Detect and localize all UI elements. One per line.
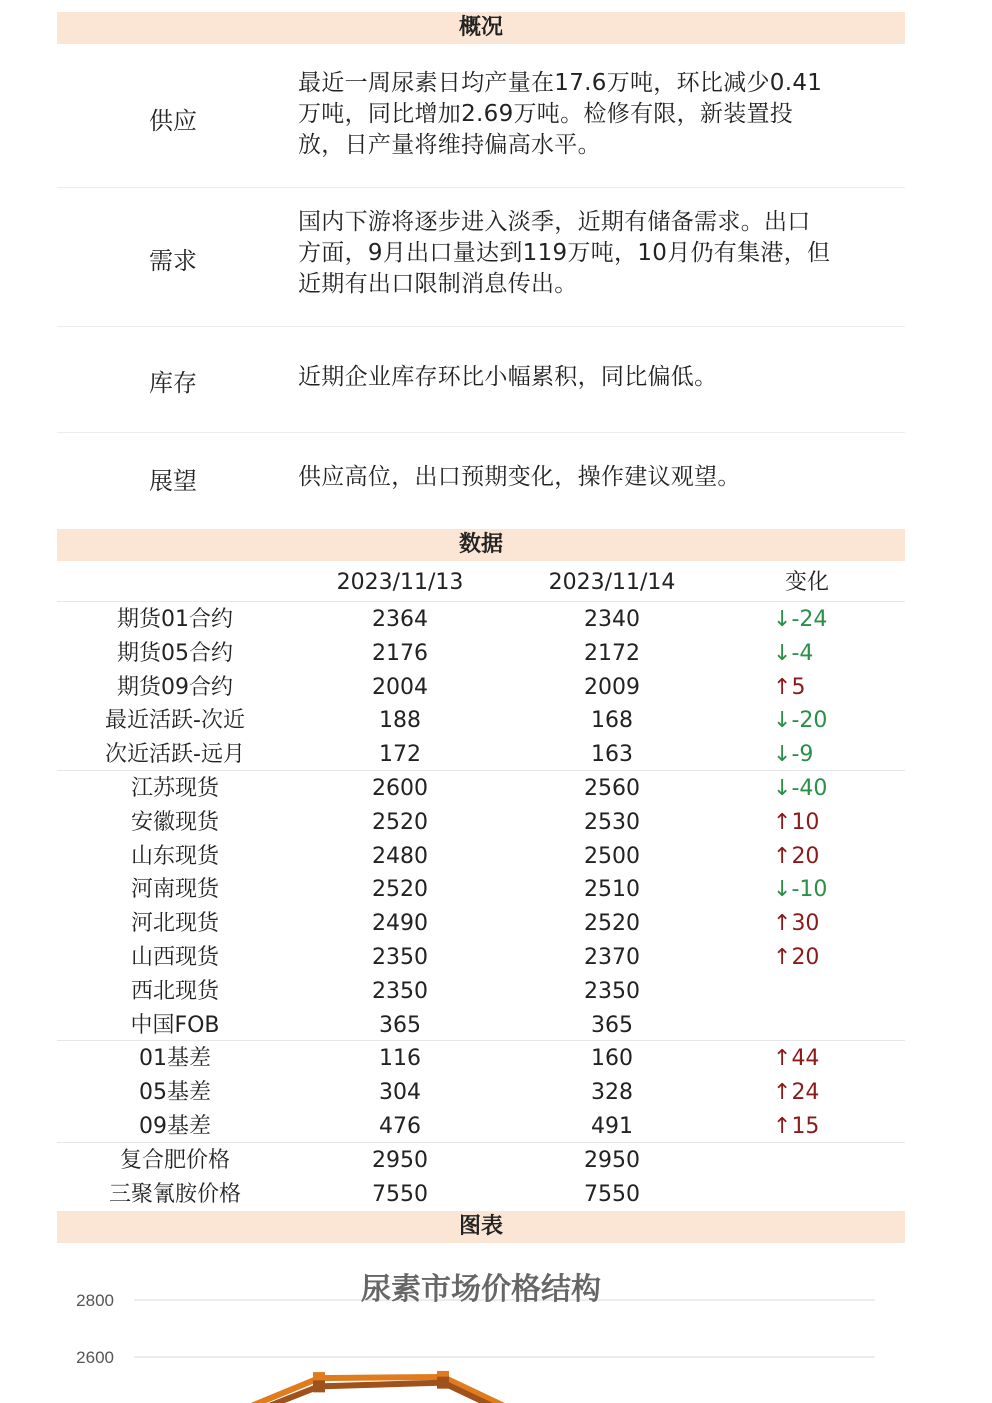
change-value: 15	[791, 1114, 820, 1139]
table-divider	[57, 601, 905, 602]
value-date-1: 2600	[372, 776, 428, 801]
value-date-1: 365	[379, 1012, 421, 1038]
row-label: 山西现货	[130, 945, 219, 970]
arrow-up-icon: ↑	[773, 911, 792, 937]
value-date-1: 304	[379, 1080, 421, 1106]
table-row	[57, 975, 905, 1009]
change-value: -10	[791, 877, 828, 903]
change-value: 20	[791, 843, 820, 869]
value-date-2: 365	[591, 1012, 633, 1038]
overview-text-line: 国内下游将逐步进入淡季，近期有储备需求。出口	[298, 209, 811, 235]
overview-text-line: 供应高位，出口预期变化，操作建议观望。	[298, 464, 741, 490]
overview-row-inventory	[57, 326, 905, 433]
change-cell	[773, 873, 873, 907]
overview-text-line: 近期有出口限制消息传出。	[298, 271, 578, 297]
row-label: 山东现货	[130, 843, 219, 869]
chart-svg	[57, 1245, 905, 1403]
overview-text	[298, 68, 898, 161]
change-cell	[773, 671, 873, 705]
overview-label: 展望	[149, 467, 197, 495]
y-tick-label: 2800	[76, 1291, 114, 1310]
change-value: 5	[791, 674, 806, 700]
overview-text-line: 方面，9月出口量达到119万吨，10月仍有集港，但	[298, 240, 831, 266]
table-row	[57, 941, 905, 975]
value-date-1: 2490	[372, 911, 428, 937]
overview-text-line: 万吨，同比增加2.69万吨。检修有限，新装置投	[298, 101, 794, 127]
value-date-2: 2560	[584, 776, 640, 801]
value-date-2: 2172	[584, 640, 640, 666]
overview-text-line: 最近一周尿素日均产量在17.6万吨，环比减少0.41	[298, 70, 823, 96]
value-date-1: 188	[379, 708, 421, 734]
change-cell	[773, 738, 873, 772]
change-cell	[773, 1042, 873, 1076]
arrow-up-icon: ↑	[773, 809, 792, 835]
table-row	[57, 1076, 905, 1110]
change-cell	[773, 840, 873, 874]
row-label: 河北现货	[130, 911, 219, 937]
overview-label: 需求	[149, 246, 197, 275]
change-cell	[773, 704, 873, 738]
data-column-headers	[57, 566, 905, 600]
row-label: 复合肥价格	[119, 1147, 230, 1173]
table-row	[57, 704, 905, 738]
row-label: 期货01合约	[117, 607, 233, 632]
value-date-1: 476	[379, 1114, 421, 1139]
overview-label: 供应	[149, 106, 197, 135]
overview-row-demand	[57, 187, 905, 327]
overview-label: 库存	[149, 369, 197, 397]
column-date-1: 2023/11/13	[336, 570, 464, 595]
arrow-down-icon: ↓	[773, 776, 792, 801]
value-date-2: 2510	[584, 877, 640, 903]
series-line-1	[227, 1377, 509, 1403]
value-date-2: 2500	[584, 843, 640, 869]
value-date-1: 2480	[372, 843, 428, 869]
row-label: 期货09合约	[117, 674, 233, 700]
table-row	[57, 1110, 905, 1144]
chart-header: 图表	[57, 1211, 905, 1243]
arrow-down-icon: ↓	[773, 607, 792, 632]
arrow-up-icon: ↑	[773, 1114, 792, 1139]
row-label: 河南现货	[130, 877, 219, 903]
table-row	[57, 806, 905, 840]
change-value: 30	[791, 911, 820, 937]
change-cell	[773, 806, 873, 840]
row-label: 期货05合约	[117, 640, 233, 666]
overview-text	[298, 462, 898, 493]
table-row	[57, 840, 905, 874]
change-value: 20	[791, 945, 820, 970]
change-cell	[773, 1110, 873, 1144]
value-date-2: 168	[591, 708, 633, 734]
change-cell	[773, 637, 873, 671]
value-date-1: 2004	[372, 674, 428, 700]
value-date-1: 172	[379, 742, 421, 768]
table-row	[57, 772, 905, 806]
value-date-2: 328	[591, 1080, 633, 1106]
value-date-1: 2520	[372, 809, 428, 835]
change-cell	[773, 1076, 873, 1110]
table-row	[57, 907, 905, 941]
row-label: 安徽现货	[130, 809, 219, 835]
row-label: 江苏现货	[130, 776, 219, 801]
change-value: -40	[791, 776, 828, 801]
row-label: 最近活跃-次近	[105, 708, 245, 734]
value-date-2: 2530	[584, 809, 640, 835]
table-row	[57, 1178, 905, 1212]
value-date-1: 116	[379, 1046, 421, 1072]
value-date-2: 491	[591, 1114, 633, 1139]
row-label: 西北现货	[130, 978, 219, 1004]
value-date-2: 160	[591, 1046, 633, 1072]
row-label: 次近活跃-远月	[105, 742, 245, 768]
change-value: 10	[791, 809, 820, 835]
change-value: 44	[791, 1046, 820, 1072]
value-date-1: 2176	[372, 640, 428, 666]
row-label: 05基差	[139, 1080, 211, 1106]
series-point	[313, 1380, 325, 1392]
arrow-up-icon: ↑	[773, 945, 792, 970]
value-date-2: 163	[591, 742, 633, 768]
arrow-down-icon: ↓	[773, 640, 792, 666]
value-date-2: 2370	[584, 945, 640, 970]
table-row	[57, 1009, 905, 1043]
arrow-down-icon: ↓	[773, 742, 792, 768]
change-value: 24	[791, 1080, 820, 1106]
value-date-2: 2950	[584, 1147, 640, 1173]
overview-row-supply	[57, 46, 905, 188]
overview-text	[298, 362, 898, 393]
change-cell	[773, 603, 873, 637]
row-label: 中国FOB	[130, 1012, 220, 1038]
table-row	[57, 1144, 905, 1178]
change-value: -9	[791, 742, 814, 768]
column-change: 变化	[785, 570, 830, 595]
data-header: 数据	[57, 529, 905, 561]
change-cell	[773, 941, 873, 975]
value-date-2: 2009	[584, 674, 640, 700]
y-tick-label: 2600	[76, 1348, 114, 1367]
arrow-up-icon: ↑	[773, 674, 792, 700]
chart-title: 尿素市场价格结构	[361, 1272, 601, 1307]
overview-text	[298, 207, 898, 300]
row-label: 09基差	[139, 1114, 211, 1139]
table-row	[57, 1042, 905, 1076]
change-value: -24	[791, 607, 828, 632]
value-date-2: 2350	[584, 978, 640, 1004]
table-row	[57, 603, 905, 637]
row-label: 三聚氰胺价格	[108, 1181, 241, 1207]
value-date-1: 7550	[372, 1181, 428, 1207]
overview-text-line: 放，日产量将维持偏高水平。	[298, 132, 601, 158]
arrow-up-icon: ↑	[773, 1046, 792, 1072]
series-point	[437, 1377, 449, 1389]
overview-header: 概况	[57, 12, 905, 44]
value-date-1: 2950	[372, 1147, 428, 1173]
table-row	[57, 738, 905, 772]
change-value: -20	[791, 708, 828, 734]
price-structure-chart	[57, 1245, 905, 1403]
value-date-1: 2350	[372, 945, 428, 970]
row-label: 01基差	[139, 1046, 211, 1072]
column-date-2: 2023/11/14	[548, 570, 676, 595]
arrow-up-icon: ↑	[773, 1080, 792, 1106]
table-row	[57, 671, 905, 705]
value-date-2: 2520	[584, 911, 640, 937]
change-value: -4	[791, 640, 814, 666]
change-cell	[773, 907, 873, 941]
value-date-2: 7550	[584, 1181, 640, 1207]
value-date-1: 2350	[372, 978, 428, 1004]
overview-text-line: 近期企业库存环比小幅累积，同比偏低。	[298, 364, 718, 390]
table-row	[57, 637, 905, 671]
arrow-down-icon: ↓	[773, 877, 792, 903]
arrow-up-icon: ↑	[773, 843, 792, 869]
arrow-down-icon: ↓	[773, 708, 792, 734]
change-cell	[773, 772, 873, 806]
table-row	[57, 873, 905, 907]
overview-row-outlook	[57, 432, 905, 522]
value-date-2: 2340	[584, 607, 640, 632]
value-date-1: 2364	[372, 607, 428, 632]
value-date-1: 2520	[372, 877, 428, 903]
